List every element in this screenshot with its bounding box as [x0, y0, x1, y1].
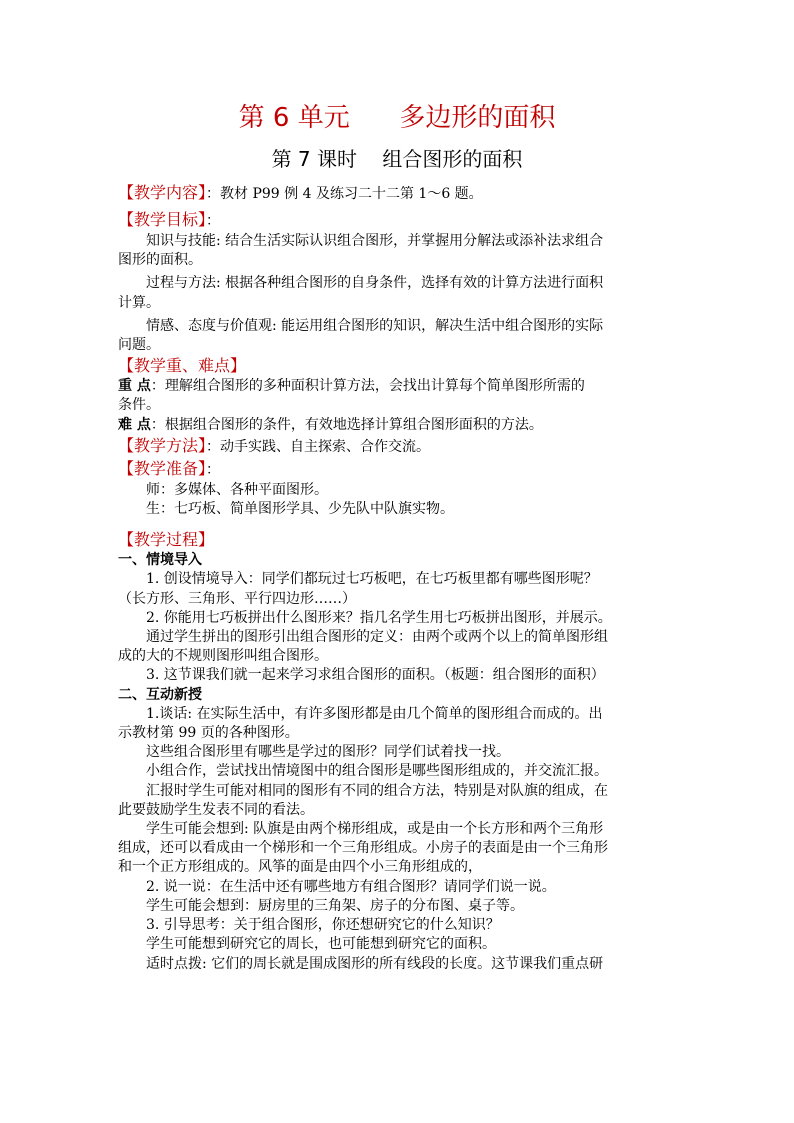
goal-line: 知识与技能: 结合生活实际认识组合图形，并掌握用分解法或添补法求组合: [146, 233, 604, 249]
process-line: 示教材第 99 页的各种图形。: [118, 725, 299, 742]
process-line: 这些组合图形里有哪些是学过的图形？同学们试着找一找。: [146, 744, 510, 761]
teaching-methods-text: ：动手实践、自主探索、合作交流。: [206, 438, 431, 455]
key-point-line: [118, 377, 678, 396]
process-line: 2. 你能用七巧板拼出什么图形来？指几名学生用七巧板拼出图形，并展示。: [146, 609, 612, 626]
key-point-label: 重 点: [118, 378, 151, 395]
teaching-methods-heading: [118, 435, 678, 458]
process-line: 此要鼓励学生发表不同的看法。: [118, 801, 314, 818]
process-line: 适时点拨: 它们的周长就是围成图形的所有线段的长度。这节课我们重点研: [146, 955, 604, 972]
process-line: 学生可能会想到: 队旗是由两个梯形组成，或是由一个长方形和两个三角形: [146, 821, 604, 838]
teaching-preparation-colon: ：: [206, 461, 221, 478]
key-points-heading: 【教学重、难点】: [118, 356, 247, 376]
process-line: 组成，还可以看成由一个梯形和一个三角形组成。小房子的表面是由一个三角形: [118, 840, 608, 857]
teaching-content-heading: [118, 182, 678, 205]
process-line: 2. 说一说：在生活中还有哪些地方有组合图形？请同学们说一说。: [146, 878, 556, 895]
goal-line: 计算。: [118, 294, 160, 311]
goal-line: 问题。: [118, 337, 160, 354]
teaching-goals-label: 【教学目标】: [118, 210, 207, 229]
process-line: 1.谈话: 在实际生活中，有许多图形都是由几个简单的图形组合而成的。出: [146, 705, 603, 722]
teaching-content-label: 【教学内容】: [118, 183, 207, 202]
section-title-new-lesson: 二、互动新授: [118, 686, 202, 703]
teaching-goals-heading: [118, 209, 678, 232]
key-point-text: ：理解组合图形的多种面积计算方法，会找出计算每个简单图形所需的: [150, 378, 585, 395]
goal-line: 图形的面积。: [118, 252, 202, 269]
preparation-line: 生：七巧板、简单图形学具、少先队中队旗实物。: [146, 501, 454, 518]
goal-line: 过程与方法: 根据各种组合图形的自身条件，选择有效的计算方法进行面积: [146, 275, 604, 292]
teaching-goals-colon: ：: [206, 213, 221, 229]
key-point-line: 条件。: [118, 397, 160, 414]
teaching-preparation-label: 【教学准备】: [118, 458, 207, 478]
process-line: 成的大的不规则图形叫组合图形。: [118, 648, 328, 665]
process-line: 汇报时学生可能对相同的图形有不同的组合方法，特别是对队旗的组成，在: [146, 782, 608, 799]
teaching-preparation-heading: [118, 458, 678, 481]
teaching-process-heading: 【教学过程】: [118, 530, 215, 550]
teaching-content-text: ：教材 P99 例 4 及练习二十二第 1～6 题。: [206, 186, 483, 202]
process-line: 3. 引导思考：关于组合图形，你还想研究它的什么知识？: [146, 917, 500, 934]
process-line: 小组合作，尝试找出情境图中的组合图形是哪些图形组成的，并交流汇报。: [146, 763, 608, 780]
difficult-point-text: ：根据组合图形的条件，有效地选择计算组合图形面积的方法。: [150, 416, 543, 433]
process-line: 和一个正方形组成的。风筝的面是由四个小三角形组成的，: [118, 859, 482, 876]
process-line: 通过学生拼出的图形引出组合图形的定义：由两个或两个以上的简单图形组: [146, 629, 608, 646]
difficult-point-line: [118, 416, 678, 435]
lesson-title: 第 7 课时 组合图形的面积: [271, 147, 523, 171]
process-line: 3. 这节课我们就一起来学习求组合图形的面积。（板题：组合图形的面积）: [146, 667, 605, 684]
preparation-line: 师：多媒体、各种平面图形。: [146, 481, 328, 498]
process-line: 1. 创设情境导入：同学们都玩过七巧板吧，在七巧板里都有哪些图形呢？: [146, 571, 598, 588]
unit-title: 第 6 单元 多边形的面积: [238, 103, 556, 133]
process-line: 学生可能会想到：厨房里的三角架、房子的分布图、桌子等。: [146, 897, 524, 914]
difficult-point-label: 难 点: [118, 416, 151, 433]
teaching-methods-label: 【教学方法】: [118, 435, 207, 455]
process-line: （长方形、三角形、平行四边形……）: [118, 590, 356, 607]
document-body: [118, 182, 678, 974]
process-line: 学生可能想到研究它的周长，也可能想到研究它的面积。: [146, 936, 496, 953]
goal-line: 情感、态度与价值观: 能运用组合图形的知识，解决生活中组合图形的实际: [146, 317, 604, 334]
section-title-intro: 一、情境导入: [118, 552, 202, 569]
